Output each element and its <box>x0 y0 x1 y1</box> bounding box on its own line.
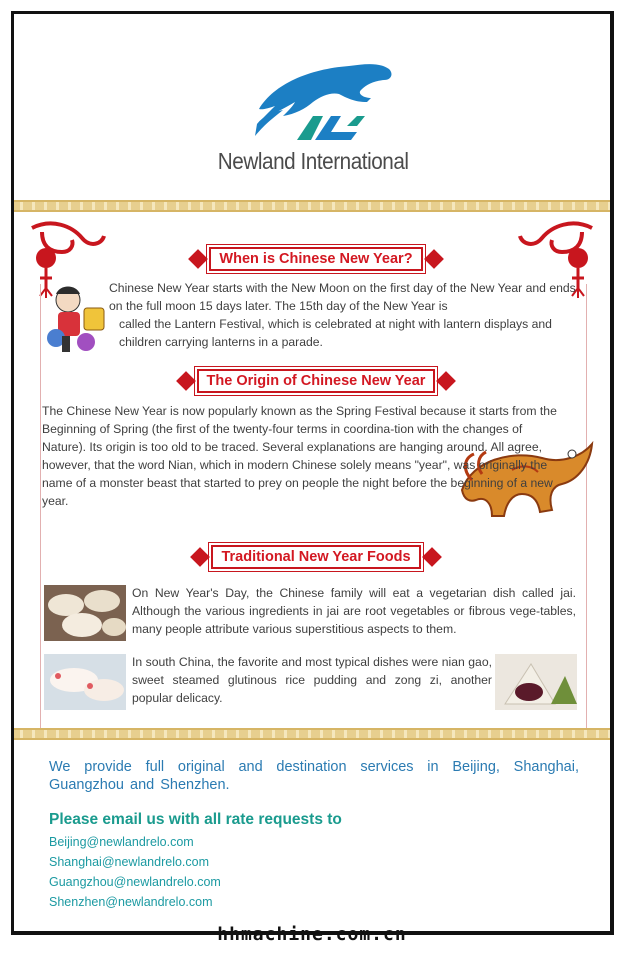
section-2-text: The Chinese New Year is now popularly known as the Spring Festival because it starts from the Beginning of Spring (the first of the twenty-four terms in coordina-tion with the changes of Nature). Its origin is too old to be traced. Several explanations are hanging around. All agree, however, that the word Nian, which in modern Chinese solely means "year", was originally the name of a monster beast that started to prey on people the night before the beginning of a new year. <box>42 404 557 508</box>
section-1-text: Chinese New Year starts with the New Moon on the first day of the New Year and ends on the full moon 15 days later. The 15th day of the New Year is <box>109 281 576 313</box>
section-heading <box>174 545 458 569</box>
email-link-shenzhen[interactable]: Shenzhen@newlandrelo.com <box>49 895 213 909</box>
diamond-icon <box>189 249 209 269</box>
decorative-border-top <box>14 200 610 212</box>
heading-label: The Origin of Chinese New Year <box>197 369 436 393</box>
header <box>14 14 610 204</box>
contact-heading: Please email us with all rate requests to <box>49 811 342 828</box>
newsletter-page <box>11 11 614 935</box>
section-heading <box>174 247 458 271</box>
diamond-icon <box>176 371 196 391</box>
nian-gao-photo <box>44 654 126 710</box>
children-lantern-illustration <box>42 280 112 356</box>
email-link-shanghai[interactable]: Shanghai@newlandrelo.com <box>49 855 210 869</box>
diamond-icon <box>424 249 444 269</box>
email-link-guangzhou[interactable]: Guangzhou@newlandrelo.com <box>49 875 221 889</box>
brand-name: Newland International <box>217 148 409 174</box>
diamond-icon <box>437 371 457 391</box>
section-3-paragraph-1: On New Year's Day, the Chinese family will eat a vegetarian dish called jai. Although the various ingredients in jai are root vegetables or fibrous vege-tables, many people attribute various superstitious aspects to them. <box>132 586 576 636</box>
heading-label: Traditional New Year Foods <box>211 545 420 569</box>
services-statement: We provide full original and destination services in Beijing, Shanghai, Guangzhou and Shenzhen. <box>49 759 579 793</box>
diamond-icon <box>422 547 442 567</box>
section-3-paragraph-2: In south China, the favorite and most typical dishes were nian gao, sweet steamed glutinous rice pudding and zong zi, another popular delicacy. <box>132 655 492 705</box>
heading-label: When is Chinese New Year? <box>209 247 422 271</box>
watermark-text: hhmachine.com.cn <box>217 924 407 945</box>
decorative-border-bottom <box>14 728 610 740</box>
section-1-text: called the Lantern Festival, which is celebrated at night with lantern displays and children carrying lanterns in a parade. <box>119 317 552 349</box>
dumplings-photo <box>44 585 126 641</box>
leopard-logo-icon <box>239 54 399 146</box>
diamond-icon <box>191 547 211 567</box>
section-heading <box>174 369 458 393</box>
email-link-beijing[interactable]: Beijing@newlandrelo.com <box>49 835 194 849</box>
zongzi-photo <box>495 654 577 710</box>
side-rule <box>40 284 41 728</box>
